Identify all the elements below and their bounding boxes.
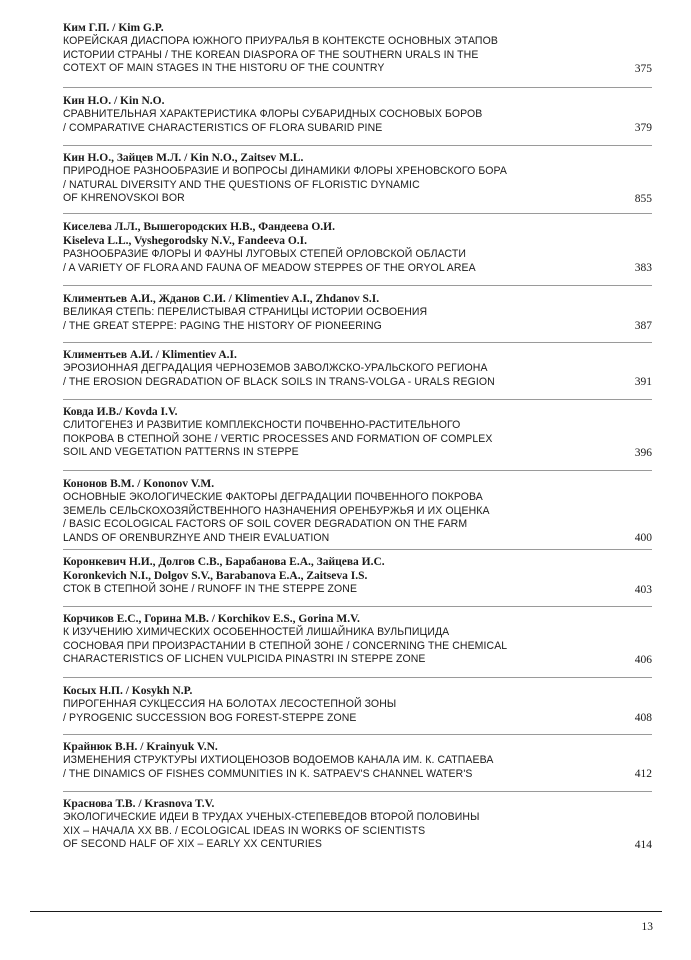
entry-divider [63, 213, 652, 214]
entry-title [63, 306, 652, 333]
entry-divider [63, 399, 652, 400]
title-line: ПРИРОДНОЕ РАЗНООБРАЗИЕ И ВОПРОСЫ ДИНАМИКИ ФЛОРЫ ХРЕНОВСКОГО БОРА [63, 165, 507, 177]
toc-entry [63, 740, 652, 781]
entry-authors: Корчиков Е.С., Горина М.В. / Korchikov E.S., Gorina M.V. [63, 613, 360, 625]
entry-page-number: 391 [634, 376, 652, 388]
entry-page-number: 400 [634, 532, 652, 544]
entry-authors: Краснова Т.В. / Krasnova T.V. [63, 798, 215, 810]
title-line: / THE GREAT STEPPE: PAGING THE HISTORY OF PIONEERING [63, 319, 382, 332]
title-line: / PYROGENIC SUCCESSION BOG FOREST-STEPPE ZONE [63, 711, 357, 724]
entry-title [63, 754, 652, 781]
title-line: / NATURAL DIVERSITY AND THE QUESTIONS OF FLORISTIC DYNAMIC [63, 178, 420, 191]
entry-title [63, 108, 652, 135]
title-line: CHARACTERISTICS OF LICHEN VULPICIDA PINASTRI IN STEPPE ZONE [63, 653, 426, 665]
entry-page-number: 396 [634, 446, 652, 459]
entry-page-number: 383 [634, 262, 652, 274]
title-line: / THE DINAMICS OF FISHES COMMUNITIES IN K. SATPAEV'S CHANNEL WATER'S [63, 767, 473, 780]
title-line: СОСНОВАЯ ПРИ ПРОИЗРАСТАНИИ В СТЕПНОЙ ЗОНЕ / CONCERNING THE CHEMICAL [63, 639, 508, 652]
toc-entry [63, 220, 652, 275]
entry-divider [63, 87, 652, 88]
entry-authors: Кин Н.О., Зайцев М.Л. / Kin N.O., Zaitsev M.L. [63, 152, 304, 164]
title-line: СЛИТОГЕНЕЗ И РАЗВИТИЕ КОМПЛЕКСНОСТИ ПОЧВЕННО-РАСТИТЕЛЬНОГО [63, 419, 461, 431]
entry-title [63, 626, 652, 667]
title-line: ЭКОЛОГИЧЕСКИЕ ИДЕИ В ТРУДАХ УЧЕНЫХ-СТЕПЕВЕДОВ ВТОРОЙ ПОЛОВИНЫ [63, 811, 480, 823]
toc-entry [63, 555, 652, 597]
title-line: SOIL AND VEGETATION PATTERNS IN STEPPE [63, 446, 299, 458]
title-line: / COMPARATIVE CHARACTERISTICS OF FLORA SUBARID PINE [63, 121, 383, 134]
toc-entry [63, 477, 652, 545]
entry-divider [63, 606, 652, 607]
entry-authors-latin: Kiseleva L.L., Vyshegorodsky N.V., Fandeeva O.I. [63, 235, 307, 247]
entry-authors: Коронкевич Н.И., Долгов С.В., Барабанова Е.А., Зайцева И.С. [63, 556, 385, 568]
title-line: ИСТОРИИ СТРАНЫ / THE KOREAN DIASPORA OF THE SOUTHERN URALS IN THE [63, 48, 479, 61]
entry-divider [63, 791, 652, 792]
title-line: / THE EROSION DEGRADATION OF BLACK SOILS IN TRANS-VOLGA - URALS REGION [63, 375, 495, 388]
toc-entry [63, 684, 652, 725]
entry-page-number: 379 [634, 122, 652, 134]
footer-rule [30, 911, 662, 912]
entry-title [63, 165, 652, 206]
toc-entry [63, 94, 652, 135]
page-folio: 13 [641, 921, 653, 933]
entry-divider [63, 677, 652, 678]
entry-title [63, 811, 652, 852]
title-line: / BASIC ECOLOGICAL FACTORS OF SOIL COVER DEGRADATION ON THE FARM [63, 518, 468, 530]
entry-page-number: 406 [634, 653, 652, 666]
title-line: ИЗМЕНЕНИЯ СТРУКТУРЫ ИХТИОЦЕНОЗОВ ВОДОЕМОВ КАНАЛА ИМ. К. САТПАЕВА [63, 754, 494, 766]
entry-divider [63, 470, 652, 471]
toc-entry [63, 405, 652, 460]
entry-page-number: 403 [634, 583, 652, 596]
title-line: COTEXT OF MAIN STAGES IN THE HISTORU OF THE COUNTRY [63, 62, 385, 74]
toc-entry [63, 612, 652, 667]
toc-entry [63, 348, 652, 389]
entry-page-number: 375 [634, 62, 652, 75]
entry-authors: Кин Н.О. / Kin N.O. [63, 95, 165, 107]
entry-page-number: 387 [634, 320, 652, 332]
entry-title [63, 583, 652, 597]
entry-authors: Косых Н.П. / Kosykh N.P. [63, 685, 193, 697]
toc-entry [63, 21, 652, 76]
entry-divider [63, 549, 652, 550]
title-line: XIX – НАЧАЛА XX ВВ. / ECOLOGICAL IDEAS IN WORKS OF SCIENTISTS [63, 824, 426, 837]
toc-entry [63, 797, 652, 852]
entry-page-number: 414 [634, 838, 652, 851]
entry-authors: Кононов В.М. / Kononov V.M. [63, 478, 215, 490]
entry-authors-latin: Koronkevich N.I., Dolgov S.V., Barabanova E.A., Zaitseva I.S. [63, 570, 368, 582]
entry-page-number: 412 [634, 768, 652, 780]
title-line: / A VARIETY OF FLORA AND FAUNA OF MEADOW STEPPES OF THE ORYOL AREA [63, 261, 476, 274]
title-line: ВЕЛИКАЯ СТЕПЬ: ПЕРЕЛИСТЫВАЯ СТРАНИЦЫ ИСТОРИИ ОСВОЕНИЯ [63, 306, 428, 318]
entry-authors: Климентьев А.И., Жданов С.И. / Klimentiev A.I., Zhdanov S.I. [63, 293, 380, 305]
toc-entry [63, 151, 652, 206]
title-line: СТОК В СТЕПНОЙ ЗОНЕ / RUNOFF IN THE STEPPE ZONE [63, 583, 358, 595]
title-line: ПИРОГЕННАЯ СУКЦЕССИЯ НА БОЛОТАХ ЛЕСОСТЕПНОЙ ЗОНЫ [63, 698, 397, 710]
entry-divider [63, 145, 652, 146]
entry-title [63, 698, 652, 725]
title-line: OF KHRENOVSKOI BOR [63, 192, 185, 204]
title-line: ОСНОВНЫЕ ЭКОЛОГИЧЕСКИЕ ФАКТОРЫ ДЕГРАДАЦИИ ПОЧВЕННОГО ПОКРОВА [63, 491, 483, 503]
title-line: КОРЕЙСКАЯ ДИАСПОРА ЮЖНОГО ПРИУРАЛЬЯ В КОНТЕКСТЕ ОСНОВНЫХ ЭТАПОВ [63, 35, 498, 47]
toc-entry [63, 292, 652, 333]
entry-title [63, 491, 652, 545]
entry-authors: Климентьев А.И. / Klimentiev A.I. [63, 349, 237, 361]
title-line: РАЗНООБРАЗИЕ ФЛОРЫ И ФАУНЫ ЛУГОВЫХ СТЕПЕЙ ОРЛОВСКОЙ ОБЛАСТИ [63, 248, 467, 260]
entry-authors: Ким Г.П. / Kim G.P. [63, 22, 164, 34]
entry-title [63, 248, 652, 275]
title-line: ЗЕМЕЛЬ СЕЛЬСКОХОЗЯЙСТВЕННОГО НАЗНАЧЕНИЯ ОРЕНБУРЖЬЯ И ИХ ОЦЕНКА [63, 504, 490, 517]
entry-divider [63, 285, 652, 286]
title-line: ПОКРОВА В СТЕПНОЙ ЗОНЕ / VERTIC PROCESSES AND FORMATION OF COMPLEX [63, 432, 493, 445]
title-line: СРАВНИТЕЛЬНАЯ ХАРАКТЕРИСТИКА ФЛОРЫ СУБАРИДНЫХ СОСНОВЫХ БОРОВ [63, 108, 483, 120]
title-line: К ИЗУЧЕНИЮ ХИМИЧЕСКИХ ОСОБЕННОСТЕЙ ЛИШАЙНИКА ВУЛЬПИЦИДА [63, 626, 450, 638]
entry-authors: Ковда И.В./ Kovda I.V. [63, 406, 178, 418]
entry-authors: Крайнюк В.Н. / Krainyuk V.N. [63, 741, 218, 753]
title-line: OF SECOND HALF OF XIX – EARLY XX CENTURIES [63, 838, 323, 850]
title-line: ЭРОЗИОННАЯ ДЕГРАДАЦИЯ ЧЕРНОЗЕМОВ ЗАВОЛЖСКО-УРАЛЬСКОГО РЕГИОНА [63, 362, 488, 374]
entry-divider [63, 734, 652, 735]
entry-authors: Киселева Л.Л., Вышегородских Н.В., Фандеева О.И. [63, 221, 335, 233]
entry-title [63, 419, 652, 460]
entry-page-number: 408 [634, 712, 652, 724]
entry-title [63, 35, 652, 76]
entry-page-number: 855 [634, 192, 652, 205]
title-line: LANDS OF ORENBURZHYE AND THEIR EVALUATION [63, 531, 330, 544]
entry-title [63, 362, 652, 389]
entry-divider [63, 342, 652, 343]
